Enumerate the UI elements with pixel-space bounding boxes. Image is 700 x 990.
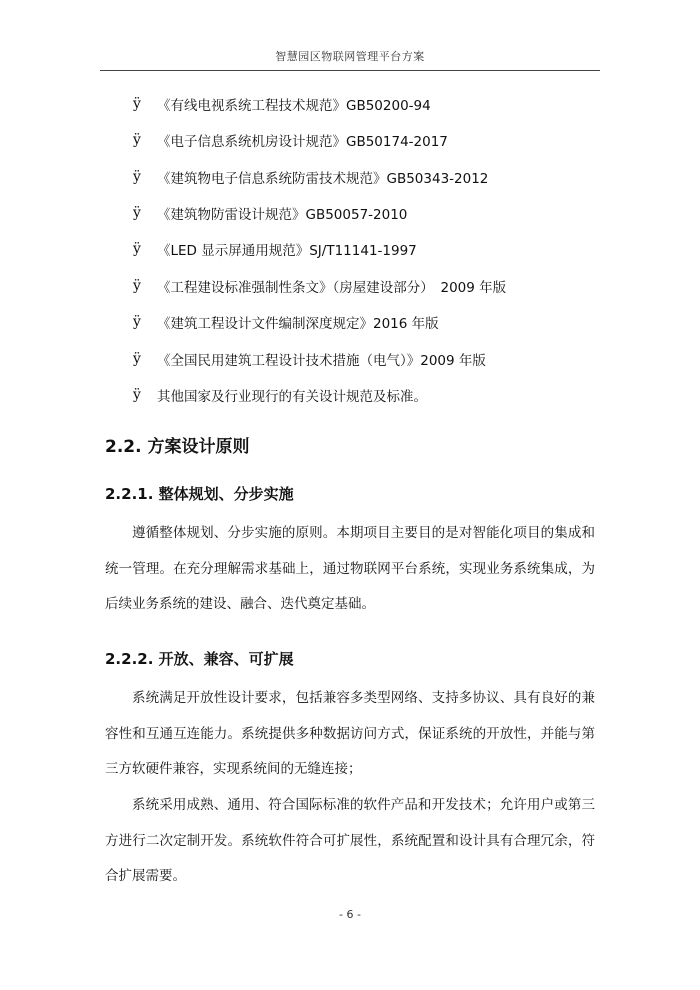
reference-item — [133, 385, 427, 405]
reference-item — [133, 312, 439, 332]
reference-item — [133, 167, 488, 187]
reference-text: 《建筑物电子信息系统防雷技术规范》GB50343-2012 — [157, 171, 489, 187]
reference-item — [133, 94, 431, 114]
reference-text: 《电子信息系统机房设计规范》GB50174-2017 — [157, 134, 448, 150]
reference-item — [133, 239, 417, 259]
bullet-glyph: ÿ — [133, 241, 141, 257]
subsection-heading: 2.2.1. 整体规划、分步实施 — [105, 485, 294, 503]
reference-text: 其他国家及行业现行的有关设计规范及标准。 — [157, 389, 427, 405]
bullet-glyph: ÿ — [133, 278, 141, 294]
bullet-glyph: ÿ — [133, 314, 141, 330]
reference-text: 《建筑物防雷设计规范》GB50057-2010 — [157, 207, 408, 223]
header-rule — [100, 70, 600, 71]
page-number: - 6 - — [339, 908, 361, 921]
reference-item — [133, 276, 506, 296]
reference-text: 《工程建设标准强制性条文》（房屋建设部分） 2009 年版 — [157, 280, 507, 296]
body-paragraph: 系统采用成熟、通用、符合国际标准的软件产品和开发技术；允许用户或第三方进行二次定制开发。系统软件符合可扩展性，系统配置和设计具有合理冗余，符合扩展需要。 — [105, 797, 595, 884]
bullet-glyph: ÿ — [133, 96, 141, 112]
reference-item — [133, 349, 486, 369]
bullet-glyph: ÿ — [133, 169, 141, 185]
bullet-glyph: ÿ — [133, 387, 141, 403]
body-paragraph: 遵循整体规划、分步实施的原则。本期项目主要目的是对智能化项目的集成和统一管理。在充分理解需求基础上，通过物联网平台系统，实现业务系统集成，为后续业务系统的建设、融合、迭代奠定基础。 — [105, 525, 595, 612]
reference-text: 《全国民用建筑工程设计技术措施（电气）》2009 年版 — [157, 353, 486, 369]
reference-text: 《LED 显示屏通用规范》SJ/T11141-1997 — [157, 243, 417, 259]
reference-item — [133, 130, 448, 150]
page-header: 智慧园区物联网管理平台方案 — [275, 50, 425, 63]
body-paragraph: 系统满足开放性设计要求，包括兼容多类型网络、支持多协议、具有良好的兼容性和互通互连能力。系统提供多种数据访问方式，保证系统的开放性，并能与第三方软硬件兼容，实现系统间的无缝连接； — [105, 690, 595, 777]
subsection-heading: 2.2.2. 开放、兼容、可扩展 — [105, 650, 294, 668]
bullet-glyph: ÿ — [133, 351, 141, 367]
reference-text: 《有线电视系统工程技术规范》GB50200-94 — [157, 98, 431, 114]
reference-item — [133, 203, 407, 223]
reference-text: 《建筑工程设计文件编制深度规定》2016 年版 — [157, 316, 439, 332]
bullet-glyph: ÿ — [133, 205, 141, 221]
bullet-glyph: ÿ — [133, 132, 141, 148]
section-heading: 2.2. 方案设计原则 — [105, 437, 250, 457]
